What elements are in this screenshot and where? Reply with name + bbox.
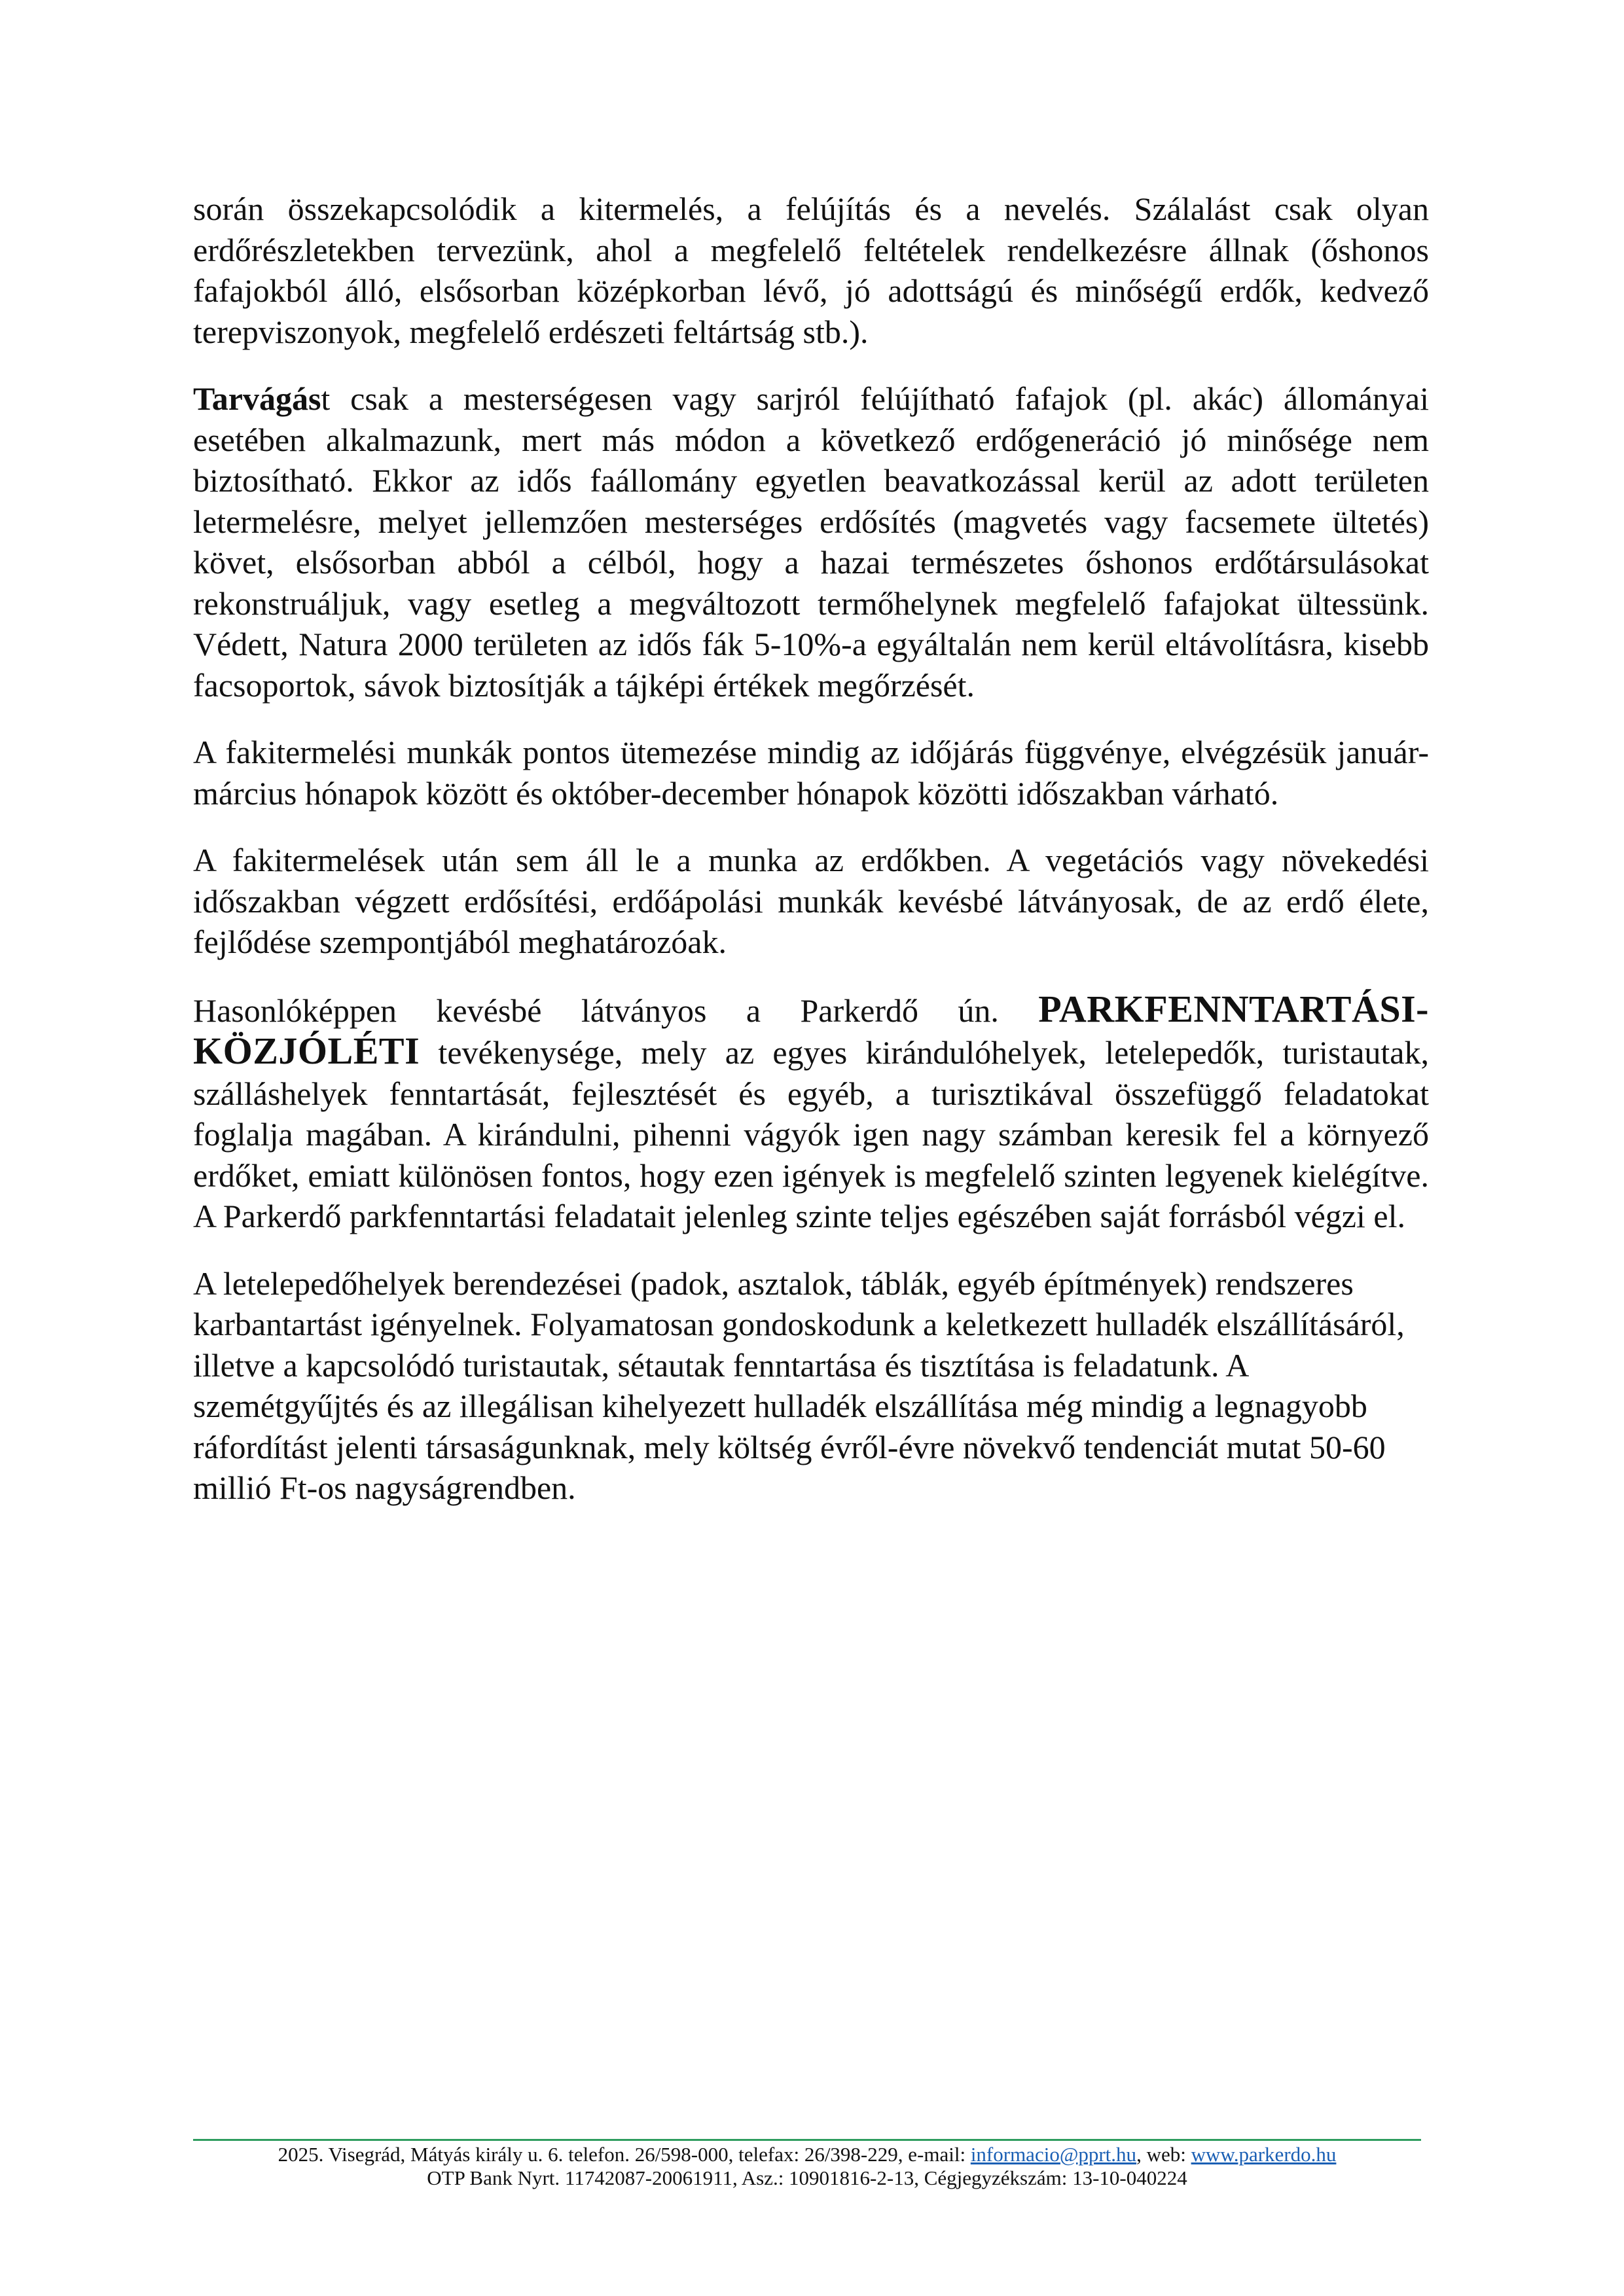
footer-address: 2025. Visegrád, Mátyás király u. 6. telefon. 26/598-000, telefax: 26/398-229, e-mail: xyxy=(278,2143,971,2166)
parkfenntartas-text: tevékenysége, mely az egyes kirándulóhelyek, letelepedők, turistautak, szálláshelyek fenntartását, fejlesztését és egyéb, a turisztikával összefüggő feladatokat foglalja magában. A kirándulni, pihenni vágyók igen nagy számban keresik fel a környező erdőket, emiatt különösen fontos, hogy ezen igények is megfelelő szinten legyenek kielégítve. A Parkerdő parkfenntartási feladatait jelenleg szinte teljes egészében saját forrásból végzi el. xyxy=(193,1034,1429,1234)
page-footer xyxy=(193,2143,1421,2190)
paragraph-tarvagas xyxy=(193,378,1429,706)
tarvagas-bold-term: Tarvágás xyxy=(193,380,321,417)
parkfenntartas-lead: Hasonlóképpen kevésbé látványos a Parkerdő ún. xyxy=(193,992,1039,1029)
paragraph-szalalas: során összekapcsolódik a kitermelés, a felújítás és a nevelés. Szálalást csak olyan erdőrészletekben tervezünk, ahol a megfelelő feltételek rendelkezésre állnak (őshonos fafajokból álló, elsősorban középkorban lévő, jó adottságú és minőségű erdők, kedvező terepviszonyok, megfelelő erdészeti feltártság stb.). xyxy=(193,190,1429,350)
footer-address-line xyxy=(193,2143,1421,2166)
footer-bank-line: OTP Bank Nyrt. 11742087-20061911, Asz.: 10901816-2-13, Cégjegyzékszám: 13-10-040224 xyxy=(427,2166,1187,2189)
footer-email-link[interactable]: informacio@pprt.hu xyxy=(970,2143,1137,2166)
parkfenntartas-heading-term: PARKFENNTARTÁSI-KÖZJÓLÉTI xyxy=(193,987,1429,1072)
tarvagas-text: t csak a mesterségesen vagy sarjról felújítható fafajok (pl. akác) állományai esetében alkalmazunk, mert más módon a következő erdőgeneráció jó minősége nem biztosítható. Ekkor az idős faállomány egyetlen beavatkozással kerül az adott területen letermelésre, melyet jellemzően mesterséges erdősítés (magvetés vagy facsemete ültetés) követ, elsősorban abból a célból, hogy a hazai természetes őshonos erdőtársulásokat rekonstruáljuk, vagy esetleg a megváltozott termőhelynek megfelelő fafajokat ültessünk. Védett, Natura 2000 területen az idős fák 5-10%-a egyáltalán nem kerül eltávolításra, kisebb facsoportok, sávok biztosítják a tájképi értékek megőrzését. xyxy=(193,380,1429,704)
paragraph-letelepedohelyek: A letelepedőhelyek berendezései (padok, asztalok, táblák, egyéb építmények) rendszeres karbantartást igényelnek. Folyamatosan gondoskodunk a keletkezett hulladék elszállításáról, illetve a kapcsolódó turistautak, sétautak fenntartása és tisztítása is feladatunk. A szemétgyűjtés és az illegálisan kihelyezett hulladék elszállítása még mindig a legnagyobb ráfordítást jelenti társaságunknak, mely költség évről-évre növekvő tendenciát mutat 50-60 millió Ft-os nagyságrendben. xyxy=(193,1265,1405,1506)
paragraph-utemezes: A fakitermelési munkák pontos ütemezése mindig az időjárás függvénye, elvégzésük január-március hónapok között és október-december hónapok közötti időszakban várható. xyxy=(193,734,1429,812)
footer-web-label: , web: xyxy=(1136,2143,1191,2166)
footer-web-link[interactable]: www.parkerdo.hu xyxy=(1191,2143,1337,2166)
paragraph-vegetacios: A fakitermelések után sem áll le a munka az erdőkben. A vegetációs vagy növekedési időszakban végzett erdősítési, erdőápolási munkák kevésbé látványosak, de az erdő élete, fejlődése szempontjából meghatározóak. xyxy=(193,842,1429,960)
document-body xyxy=(193,188,1429,1535)
footer-divider xyxy=(193,2139,1421,2141)
paragraph-parkfenntartas xyxy=(193,989,1429,1237)
